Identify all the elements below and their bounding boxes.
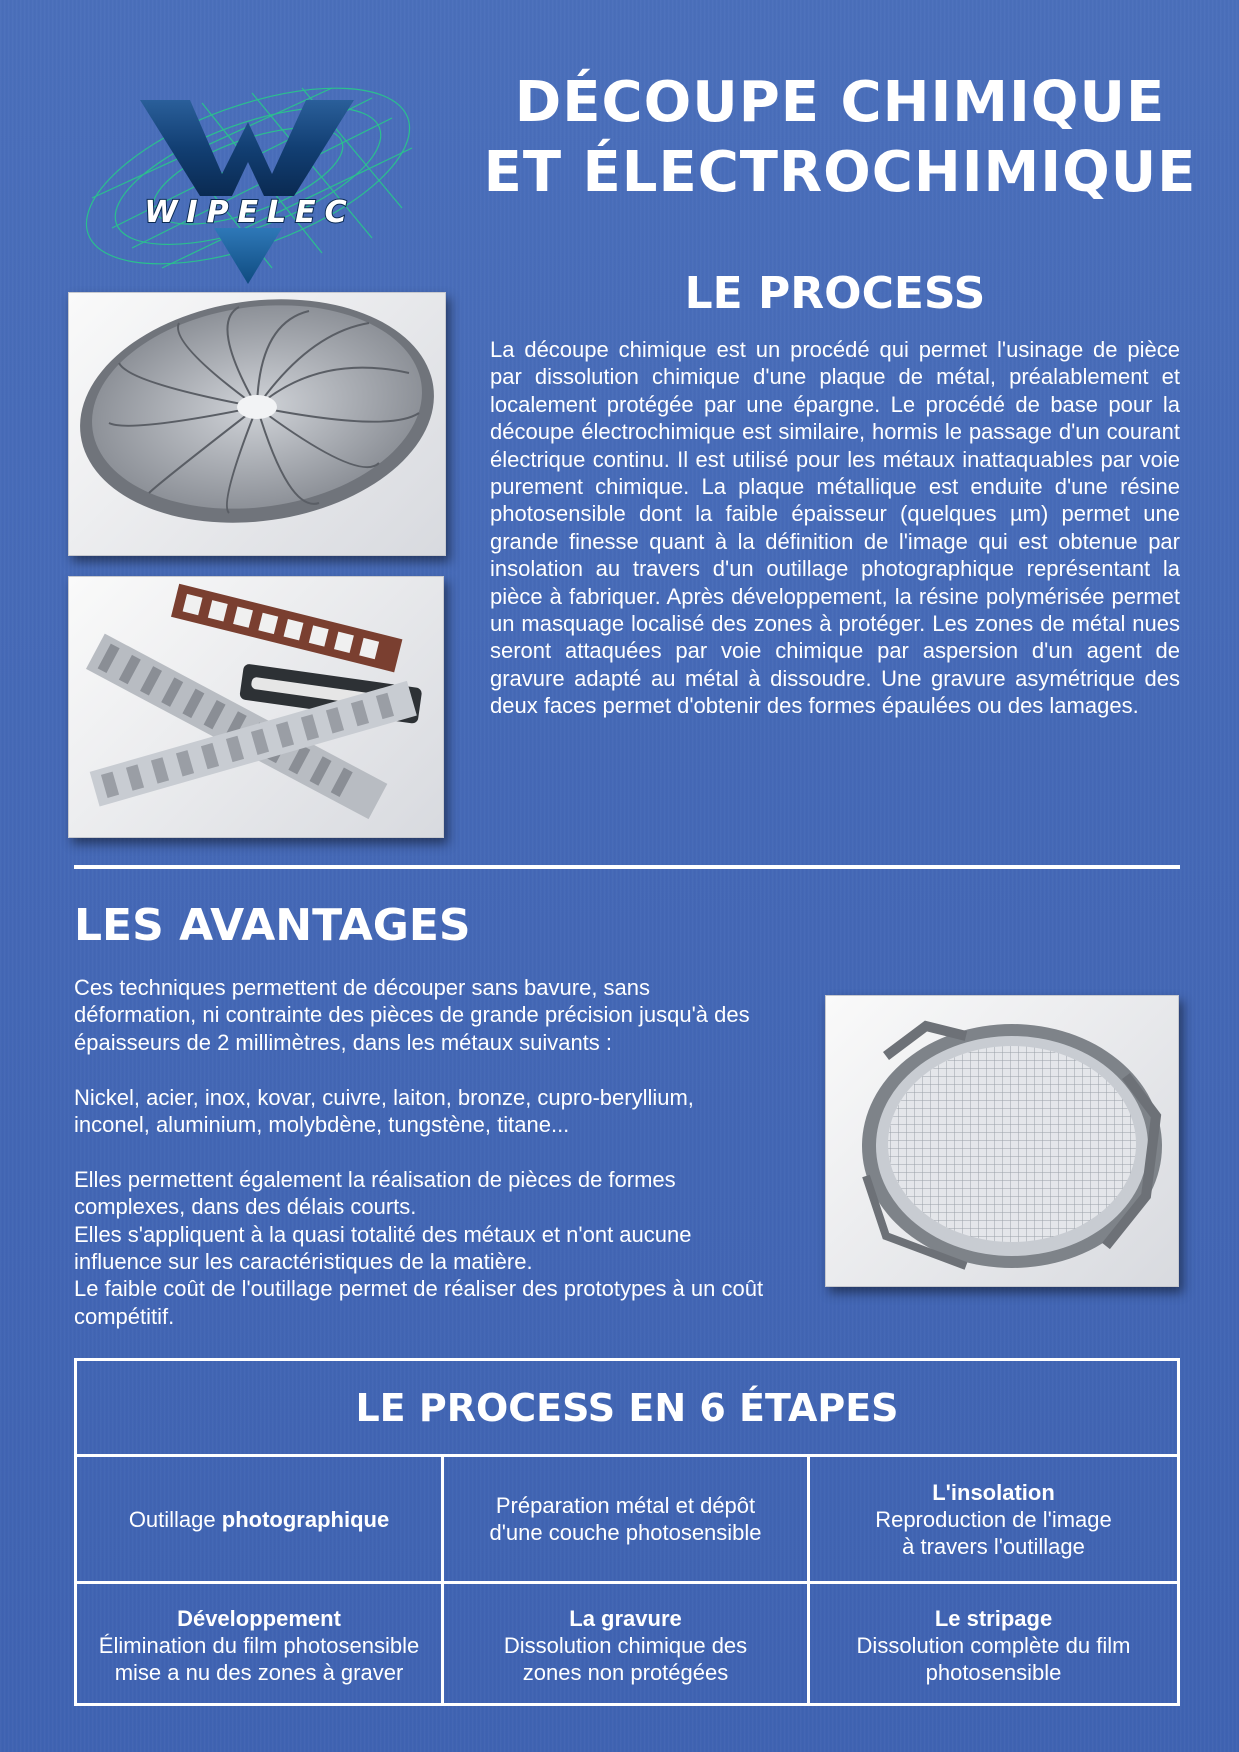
avantages-paragraph-4: Elles s'appliquent à la quasi totalité des métaux et n'ont aucune influence sur les caractéristiques de la matière. xyxy=(74,1221,692,1275)
step-5-title: La gravure xyxy=(569,1605,682,1631)
spiral-disc-image xyxy=(69,293,445,555)
steps-title: LE PROCESS EN 6 ÉTAPES xyxy=(77,1361,1177,1457)
step-3-title: L'insolation xyxy=(932,1479,1055,1505)
avantages-metals-list: Nickel, acier, inox, kovar, cuivre, laiton, bronze, cupro-beryllium, inconel, aluminium, molybdène, tungstène, titane... xyxy=(74,1084,694,1138)
step-4-title: Développement xyxy=(177,1605,341,1631)
page-title-line1: DÉCOUPE CHIMIQUE xyxy=(514,70,1166,135)
etched-strips-image xyxy=(69,577,443,837)
page-title xyxy=(470,68,1210,208)
avantages-paragraph-3: Elles permettent également la réalisation de pièces de formes complexes, dans des délais courts. xyxy=(74,1166,676,1220)
step-4-line2: mise a nu des zones à graver xyxy=(114,1659,404,1685)
avantages-paragraph-1: Ces techniques permettent de découper sans bavure, sans déformation, ni contrainte des pièces de grande précision jusqu'à des épaisseurs de 2 millimètres, dans les métaux suivants : xyxy=(74,975,750,1055)
photo-mesh-ring xyxy=(825,995,1179,1287)
step-6-line1: Dissolution complète du film xyxy=(856,1632,1131,1658)
step-6-line2: photosensible xyxy=(925,1659,1062,1685)
step-4-cell xyxy=(77,1584,441,1706)
step-3-line2: à travers l'outillage xyxy=(902,1533,1085,1559)
step-1-text xyxy=(129,1506,389,1533)
step-5-cell xyxy=(444,1584,807,1706)
avantages-paragraph-5: Le faible coût de l'outillage permet de réaliser des prototypes à un coût compétitif. xyxy=(74,1276,764,1329)
step-6-title: Le stripage xyxy=(934,1605,1053,1631)
step-3-cell xyxy=(810,1457,1177,1581)
photo-etched-strips xyxy=(68,576,444,838)
step-2-line2: d'une couche photosensible xyxy=(489,1520,762,1545)
page-title-line2: ET ÉLECTROCHIMIQUE xyxy=(483,140,1197,205)
photo-spiral-disc xyxy=(68,292,446,556)
step-2-cell xyxy=(444,1457,807,1581)
step-1-label: Outillage xyxy=(128,1506,222,1532)
w-letter-icon xyxy=(140,100,354,196)
process-heading: LE PROCESS xyxy=(684,268,986,319)
step-4-line1: Élimination du film photosensible xyxy=(98,1632,420,1658)
step-2-line1: Préparation métal et dépôt xyxy=(495,1493,756,1518)
step-5-line2: zones non protégées xyxy=(522,1659,729,1685)
step-3-line1: Reproduction de l'image xyxy=(875,1506,1112,1532)
steps-table xyxy=(74,1358,1180,1706)
section-divider xyxy=(74,865,1180,869)
process-paragraph: La découpe chimique est un procédé qui permet l'usinage de pièce par dissolution chimique d'une plaque de métal, préalablement et localement protégée par une épargne. Le procédé de base pour la découpe électrochimique est similaire, hormis le passage d'un courant électrique continu. Il est utilisé pour les métaux inattaquables par voie purement chimique. La plaque métallique est enduite d'une résine photosensible dont la faible épaisseur (quelques µm) permet une grande finesse quant à la définition de l'image qui est obtenue par insolation au travers d'un outillage photographique représentant la pièce à fabriquer. Après développement, la résine polymérisée permet un masquage localisé des zones à protéger. Les zones de métal nues seront attaquées par voie chimique par aspersion d'un agent de gravure adapté au métal à dissoudre. Une gravure asymétrique des deux faces permet d'obtenir des formes épaulées ou des lamages. xyxy=(490,337,1180,719)
avantages-heading: LES AVANTAGES xyxy=(74,900,471,951)
wipelec-logo xyxy=(72,78,424,288)
mesh-ring-image xyxy=(826,996,1178,1286)
step-5-line1: Dissolution chimique des xyxy=(503,1632,748,1658)
step-6-cell xyxy=(810,1584,1177,1706)
logo-wordmark: WIPELEC xyxy=(144,195,356,230)
avantages-body xyxy=(74,974,766,1330)
step-1-cell xyxy=(77,1457,441,1581)
step-1-label-bold: photographique xyxy=(221,1506,390,1532)
